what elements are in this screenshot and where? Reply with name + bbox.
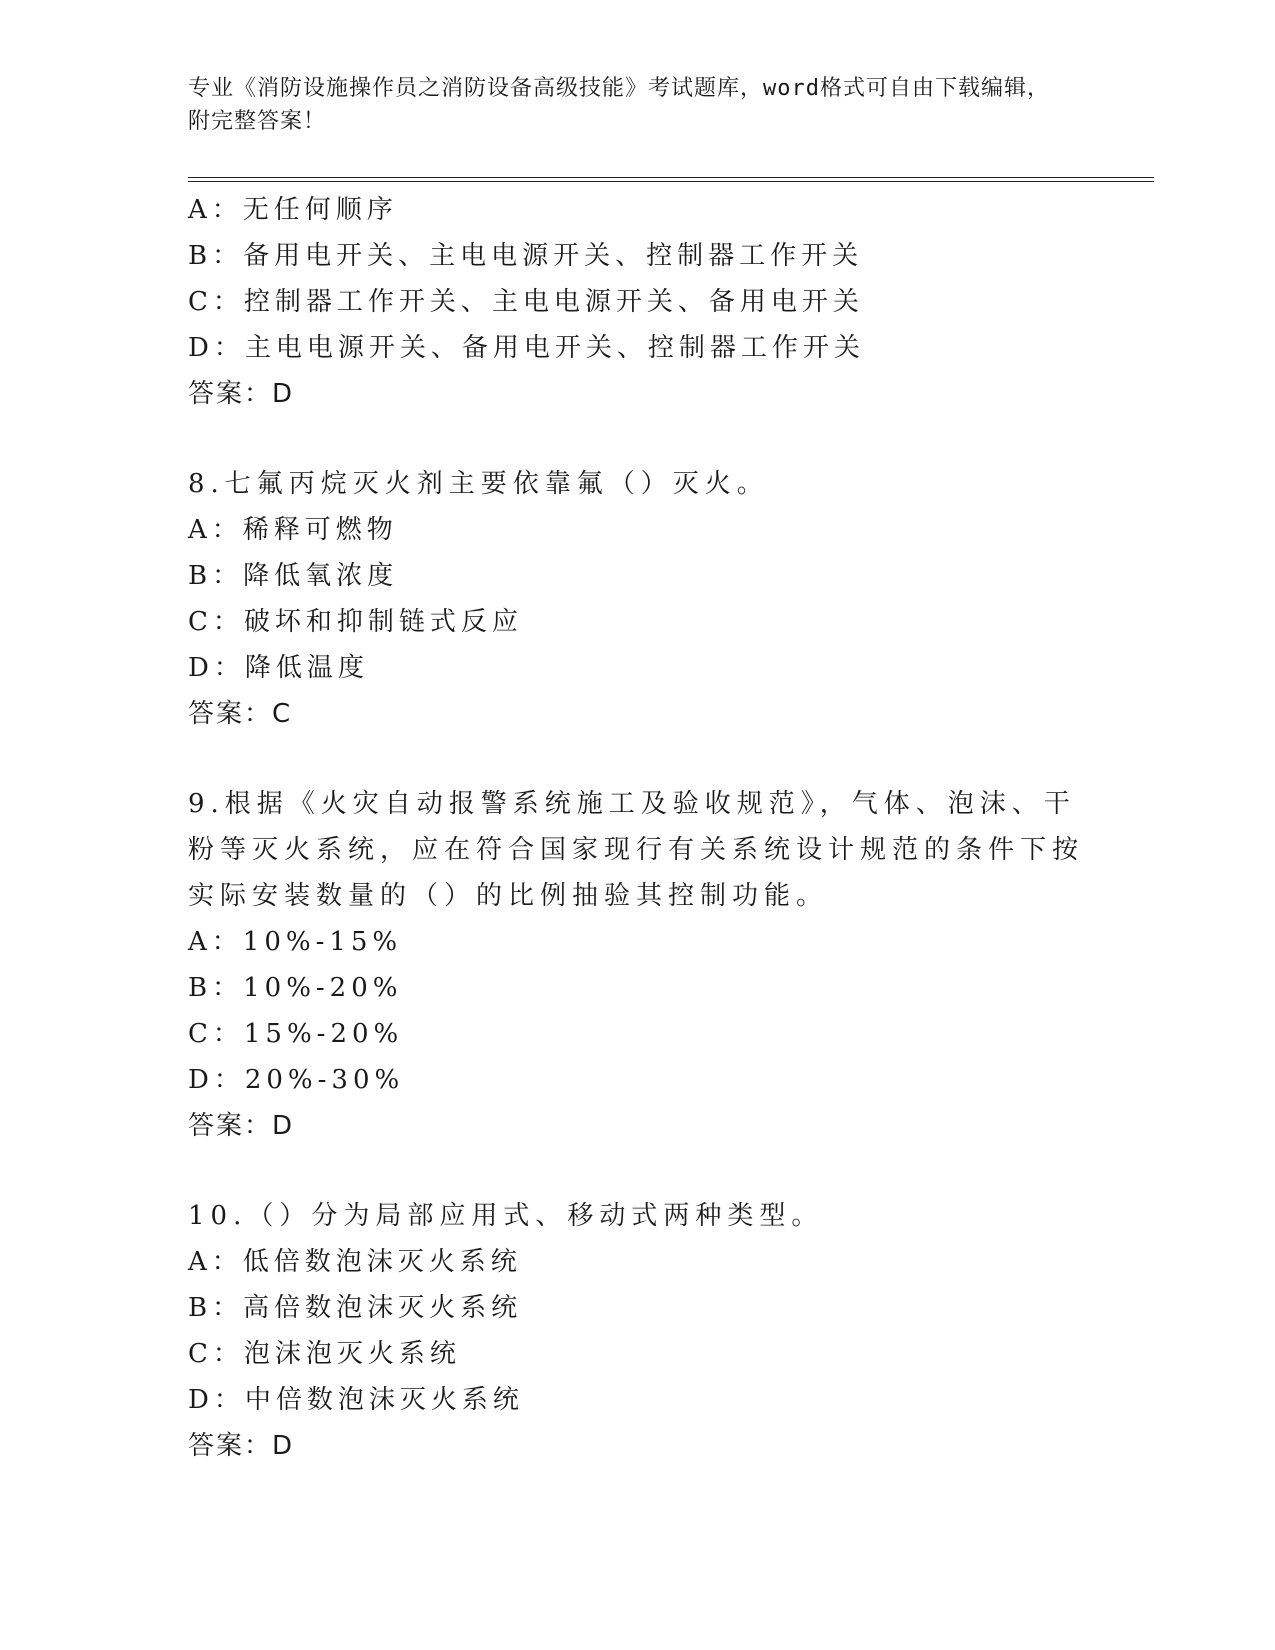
- option-a: A：无任何顺序: [188, 195, 398, 225]
- answer-line: 答案：D: [188, 1431, 295, 1461]
- question-9: [188, 781, 1088, 1149]
- question-list: [188, 187, 1088, 1469]
- answer-line: 答案：D: [188, 379, 295, 409]
- option-c: C：泡沫泡灭火系统: [188, 1339, 461, 1369]
- option-b: B：高倍数泡沫灭火系统: [188, 1293, 523, 1323]
- question-8: [188, 461, 1088, 737]
- option-c: C：破坏和抑制链式反应: [188, 607, 523, 637]
- question-stem: 10.（）分为局部应用式、移动式两种类型。: [188, 1201, 824, 1231]
- question-stem: 8.七氟丙烷灭火剂主要依靠氟（）灭火。: [188, 469, 769, 499]
- answer-line: 答案：D: [188, 1111, 295, 1141]
- header-divider-line-second: [188, 181, 1154, 182]
- question-10: [188, 1193, 1088, 1469]
- option-a: A：10%-15%: [188, 927, 403, 957]
- option-d: D：主电电源开关、备用电开关、控制器工作开关: [188, 333, 865, 363]
- question-gap: [188, 737, 1088, 781]
- option-d: D：20%-30%: [188, 1065, 405, 1095]
- header-divider-line: [188, 177, 1154, 178]
- question-fragment: [188, 187, 1088, 417]
- answer-line: 答案：C: [188, 699, 293, 729]
- option-b: B：10%-20%: [188, 973, 403, 1003]
- option-d: D：中倍数泡沫灭火系统: [188, 1385, 524, 1415]
- document-header: 专业《消防设施操作员之消防设备高级技能》考试题库，word格式可自由下载编辑，附完整答案！: [188, 76, 1050, 134]
- option-b: B：降低氧浓度: [188, 561, 399, 591]
- question-stem: 9.根据《火灾自动报警系统施工及验收规范》，气体、泡沫、干粉等灭火系统，应在符合国家现行有关系统设计规范的条件下按实际安装数量的（）的比例抽验其控制功能。: [188, 789, 1085, 911]
- option-c: C：15%-20%: [188, 1019, 404, 1049]
- option-c: C：控制器工作开关、主电电源开关、备用电开关: [188, 287, 864, 317]
- option-a: A：稀释可燃物: [188, 515, 398, 545]
- option-b: B：备用电开关、主电电源开关、控制器工作开关: [188, 241, 864, 271]
- option-d: D：降低温度: [188, 653, 369, 683]
- option-a: A：低倍数泡沫灭火系统: [188, 1247, 522, 1277]
- question-gap: [188, 417, 1088, 461]
- question-gap: [188, 1149, 1088, 1193]
